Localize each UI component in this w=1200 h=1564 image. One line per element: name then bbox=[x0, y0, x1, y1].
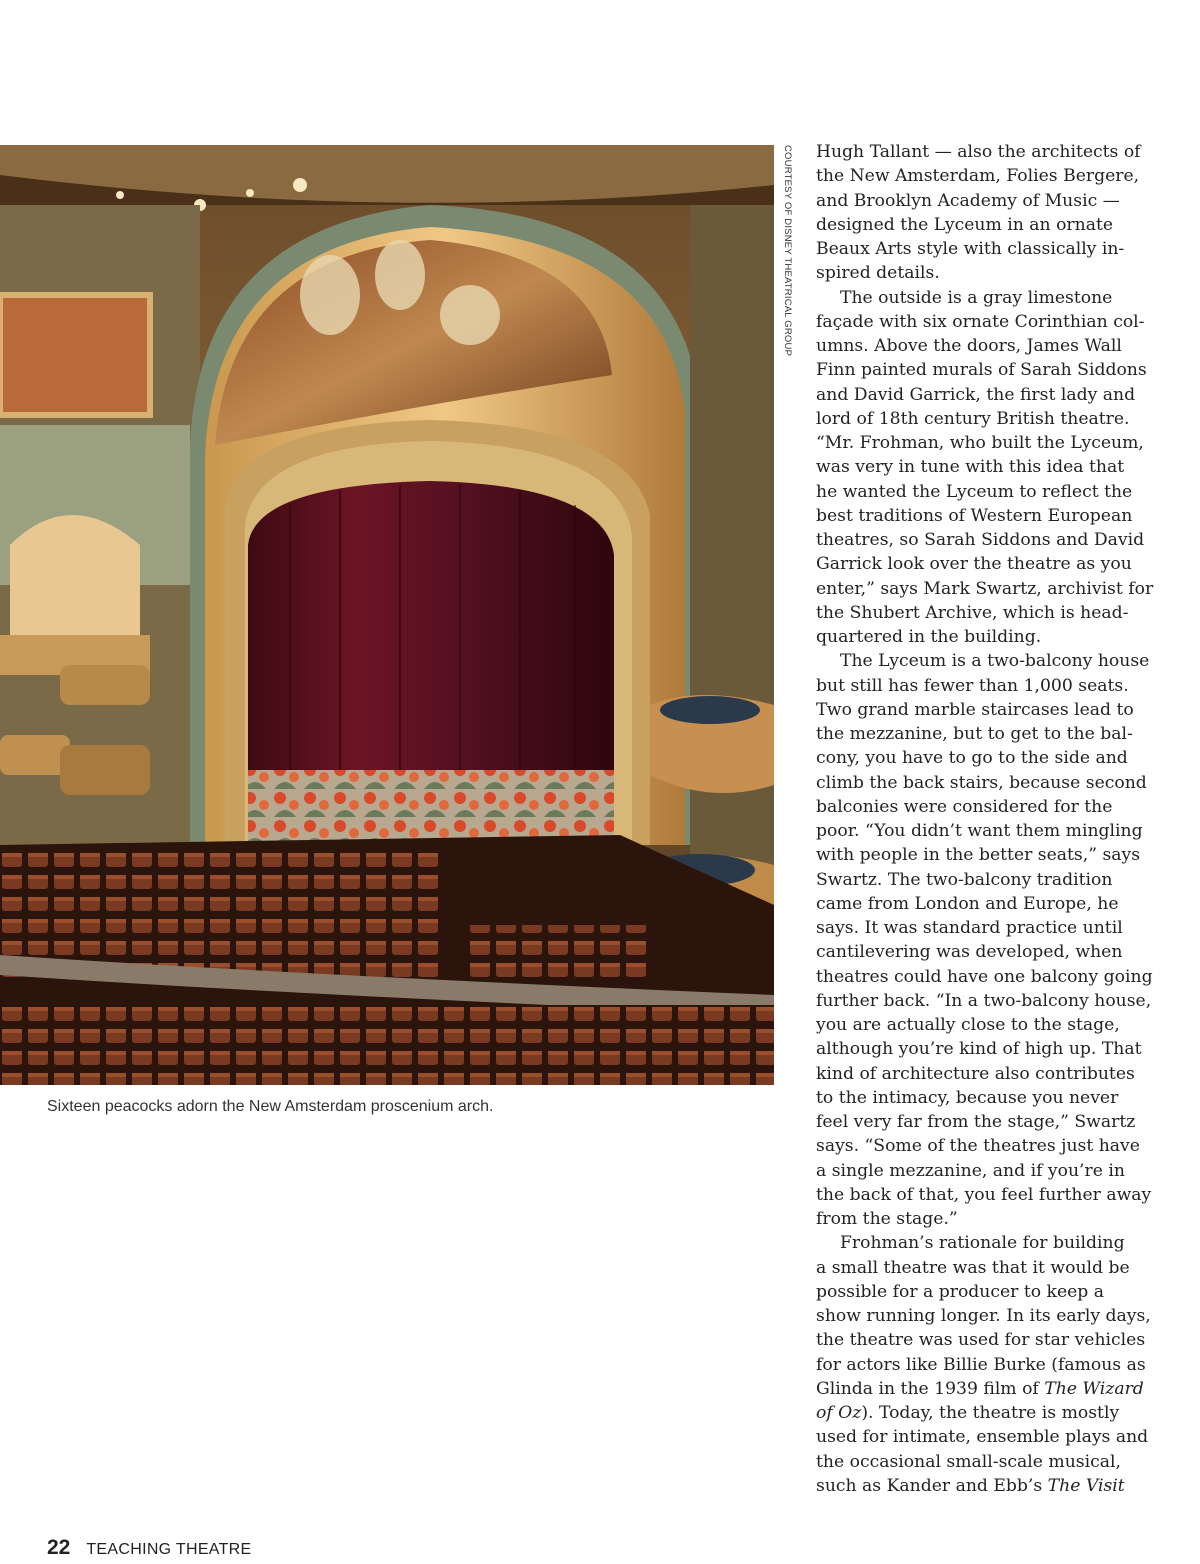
article-line bbox=[816, 261, 1156, 285]
article-line bbox=[816, 1231, 1156, 1255]
article-line bbox=[816, 140, 1156, 164]
article-line bbox=[816, 771, 1156, 795]
article-line-text: Beaux Arts style with classically in- bbox=[816, 239, 1125, 259]
article-line bbox=[816, 1207, 1156, 1231]
article-line-text: designed the Lyceum in an ornate bbox=[816, 214, 1114, 235]
article-line bbox=[816, 1159, 1156, 1183]
article-line-text: cantilevering was developed, when bbox=[816, 942, 1123, 963]
article-line bbox=[816, 674, 1156, 698]
article-line bbox=[816, 1328, 1156, 1352]
article-line bbox=[816, 989, 1156, 1013]
article-line-text: the occasional small-scale musical, bbox=[816, 1451, 1121, 1472]
article-line-text: says. “Some of the theatres just have bbox=[816, 1136, 1140, 1157]
article-line bbox=[816, 1425, 1156, 1449]
article-line bbox=[816, 722, 1156, 746]
article-italic-title: The Visit bbox=[1047, 1475, 1125, 1496]
article-italic-title: of Oz bbox=[816, 1403, 862, 1423]
article-line bbox=[816, 1474, 1156, 1498]
article-line bbox=[816, 1062, 1156, 1086]
article-line bbox=[816, 698, 1156, 722]
article-line bbox=[816, 819, 1156, 843]
article-line-text: was very in tune with this idea that bbox=[816, 457, 1125, 478]
article-line bbox=[816, 1304, 1156, 1328]
article-line-text: from the stage.” bbox=[816, 1209, 958, 1229]
photo-caption: Sixteen peacocks adorn the New Amsterdam proscenium arch. bbox=[47, 1098, 494, 1115]
article-line bbox=[816, 213, 1156, 237]
article-line bbox=[816, 746, 1156, 770]
proscenium-illustration bbox=[0, 145, 774, 1085]
article-line bbox=[816, 1450, 1156, 1474]
article-line bbox=[816, 358, 1156, 382]
article-line-text: poor. “You didn’t want them mingling bbox=[816, 821, 1143, 841]
article-line-text: and Brooklyn Academy of Music — bbox=[816, 190, 1120, 211]
magazine-title: TEACHING THEATRE bbox=[86, 1541, 252, 1558]
article-line-text: Finn painted murals of Sarah Siddons bbox=[816, 360, 1147, 381]
article-line-text: came from London and Europe, he bbox=[816, 893, 1119, 914]
article-line bbox=[816, 601, 1156, 625]
article-line-text: a single mezzanine, and if you’re in bbox=[816, 1160, 1125, 1181]
article-line-text: The outside is a gray limestone bbox=[840, 287, 1113, 308]
article-line-text: Garrick look over the theatre as you bbox=[816, 554, 1132, 575]
article-line bbox=[816, 1401, 1156, 1425]
article-line-text: for actors like Billie Burke (famous as bbox=[816, 1354, 1146, 1375]
article-line bbox=[816, 868, 1156, 892]
article-line-text: climb the back stairs, because second bbox=[816, 772, 1147, 793]
article-line-text: Two grand marble staircases lead to bbox=[816, 699, 1134, 720]
article-line bbox=[816, 480, 1156, 504]
article-line-text: further back. “In a two-balcony house, bbox=[816, 990, 1152, 1011]
article-line-text: best traditions of Western European bbox=[816, 505, 1133, 526]
article-line-text: The Lyceum is a two-balcony house bbox=[840, 651, 1150, 672]
article-line bbox=[816, 625, 1156, 649]
article-line bbox=[816, 164, 1156, 188]
article-line-text: Swartz. The two-balcony tradition bbox=[816, 869, 1113, 890]
article-line-text: although you’re kind of high up. That bbox=[816, 1039, 1142, 1060]
article-line-text: enter,” says Mark Swartz, archivist for bbox=[816, 578, 1154, 599]
article-line bbox=[816, 1110, 1156, 1134]
article-line bbox=[816, 1256, 1156, 1280]
theatre-photo bbox=[0, 145, 774, 1085]
article-line bbox=[816, 1086, 1156, 1110]
article-line bbox=[816, 552, 1156, 576]
article-line-text: show running longer. In its early days, bbox=[816, 1306, 1151, 1326]
article-line bbox=[816, 940, 1156, 964]
article-italic-title: The Wizard bbox=[1044, 1378, 1144, 1399]
article-line-text: balconies were considered for the bbox=[816, 796, 1113, 817]
article-column bbox=[816, 140, 1156, 1498]
article-line bbox=[816, 843, 1156, 867]
photo-credit: COURTESY OF DISNEY THEATRICAL GROUP bbox=[782, 145, 793, 357]
article-line bbox=[816, 528, 1156, 552]
article-line-text: theatres could have one balcony going bbox=[816, 966, 1153, 987]
article-line-text: façade with six ornate Corinthian col- bbox=[816, 311, 1145, 332]
article-line bbox=[816, 649, 1156, 673]
page-footer bbox=[47, 1536, 251, 1560]
article-line bbox=[816, 1183, 1156, 1207]
article-line-text: such as Kander and Ebb’s bbox=[816, 1475, 1048, 1496]
article-line-text: to the intimacy, because you never bbox=[816, 1087, 1119, 1108]
article-line bbox=[816, 383, 1156, 407]
article-line bbox=[816, 455, 1156, 479]
article-line-text: feel very far from the stage,” Swartz bbox=[816, 1112, 1136, 1132]
article-line bbox=[816, 892, 1156, 916]
article-line-text: possible for a producer to keep a bbox=[816, 1281, 1105, 1302]
article-line bbox=[816, 1134, 1156, 1158]
article-line-text: kind of architecture also contributes bbox=[816, 1063, 1135, 1084]
article-line-text: with people in the better seats,” says bbox=[816, 845, 1141, 866]
article-line-text: theatres, so Sarah Siddons and David bbox=[816, 530, 1145, 550]
article-line-text: lord of 18th century British theatre. bbox=[816, 408, 1130, 429]
article-line bbox=[816, 237, 1156, 261]
article-line bbox=[816, 1013, 1156, 1037]
article-line bbox=[816, 310, 1156, 334]
article-line-text: Frohman’s rationale for building bbox=[840, 1233, 1125, 1254]
article-line bbox=[816, 1353, 1156, 1377]
article-line-text: cony, you have to go to the side and bbox=[816, 748, 1128, 769]
article-line-text: and David Garrick, the first lady and bbox=[816, 384, 1136, 405]
article-line bbox=[816, 965, 1156, 989]
article-line bbox=[816, 334, 1156, 358]
article-line-text: says. It was standard practice until bbox=[816, 918, 1123, 938]
article-line-text: you are actually close to the stage, bbox=[816, 1015, 1120, 1035]
article-line-text: but still has fewer than 1,000 seats. bbox=[816, 675, 1129, 696]
article-line bbox=[816, 407, 1156, 431]
article-line bbox=[816, 189, 1156, 213]
article-line-text: the back of that, you feel further away bbox=[816, 1184, 1152, 1205]
article-line-text: a small theatre was that it would be bbox=[816, 1257, 1130, 1278]
article-line-text: he wanted the Lyceum to reflect the bbox=[816, 481, 1133, 502]
article-line-text: the mezzanine, but to get to the bal- bbox=[816, 724, 1133, 744]
article-line-text: the Shubert Archive, which is head- bbox=[816, 602, 1129, 623]
article-line bbox=[816, 286, 1156, 310]
article-line bbox=[816, 1037, 1156, 1061]
article-line bbox=[816, 795, 1156, 819]
article-line-text: Hugh Tallant — also the architects of bbox=[816, 142, 1141, 162]
article-line-text: the New Amsterdam, Folies Bergere, bbox=[816, 166, 1140, 187]
article-line-text: used for intimate, ensemble plays and bbox=[816, 1427, 1149, 1448]
article-line-text: umns. Above the doors, James Wall bbox=[816, 336, 1122, 356]
article-line-text: quartered in the building. bbox=[816, 627, 1042, 647]
page-number: 22 bbox=[47, 1536, 71, 1559]
article-line bbox=[816, 431, 1156, 455]
article-line-text: ). Today, the theatre is mostly bbox=[861, 1403, 1120, 1423]
article-line bbox=[816, 1280, 1156, 1304]
article-line-text: the theatre was used for star vehicles bbox=[816, 1330, 1146, 1351]
article-line-text: Glinda in the 1939 film of bbox=[816, 1378, 1045, 1399]
article-line-text: spired details. bbox=[816, 263, 940, 284]
article-line bbox=[816, 916, 1156, 940]
article-line bbox=[816, 577, 1156, 601]
article-line-text: “Mr. Frohman, who built the Lyceum, bbox=[816, 433, 1144, 453]
article-line bbox=[816, 504, 1156, 528]
article-line bbox=[816, 1377, 1156, 1401]
